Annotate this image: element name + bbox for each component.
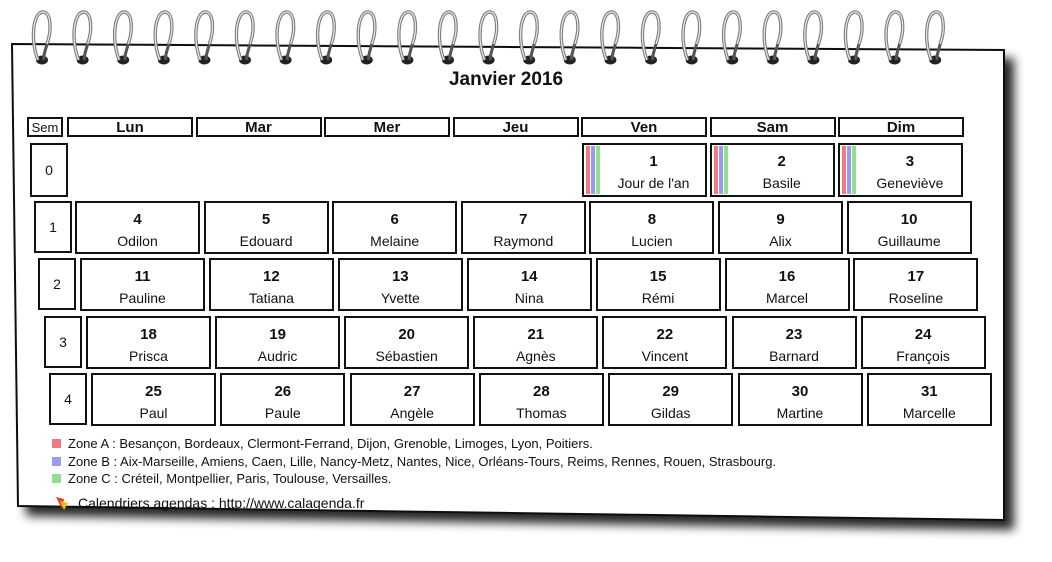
saint-name: Odilon [117,233,158,249]
saint-name: Barnard [769,348,819,364]
saint-name: Martine [776,405,824,421]
week-number: 3 [44,316,82,368]
saint-name: Raymond [493,233,554,249]
holiday-zone-stripe [714,146,718,194]
day-number: 5 [261,211,271,228]
day-header-dim: Dim [838,117,964,137]
binding-ring [439,12,456,65]
day-cell[interactable] [332,201,457,254]
day-cell[interactable] [220,373,345,426]
saint-name: Marcelle [902,405,956,421]
day-number: 21 [527,326,545,343]
calagenda-logo-icon [54,495,70,511]
day-number: 15 [649,268,667,285]
week-number: 4 [49,373,87,425]
day-cell[interactable] [344,316,469,369]
day-header-sam: Sam [710,117,836,137]
day-number: 30 [791,383,809,400]
binding-ring [845,12,862,65]
binding-ring [236,12,253,65]
day-number: 14 [520,268,538,285]
day-number: 3 [905,153,915,170]
legend-zone-a [52,436,593,451]
holiday-zone-stripe [847,146,851,194]
holiday-zone-stripe [842,146,846,194]
day-cell[interactable] [338,258,463,311]
day-number: 24 [914,326,932,343]
week-number: 0 [30,143,68,197]
day-cell[interactable] [718,201,843,254]
day-header-mar: Mar [196,117,322,137]
saint-name: Paul [139,405,168,421]
saint-name: Yvette [380,290,420,306]
binding-ring [318,12,335,65]
day-number: 18 [140,326,157,343]
saint-name: Marcel [765,290,808,306]
holiday-zone-stripe [852,146,856,194]
saint-name: Nina [514,290,544,306]
binding-ring [155,12,172,65]
saint-name: Audric [257,348,298,364]
day-cell[interactable] [461,201,586,254]
legend-text: Zone B : Aix-Marseille, Amiens, Caen, Lille, Nancy-Metz, Nantes, Nice, Orléans-Tours, Reims, Rennes, Rouen, Strasbourg. [68,454,777,469]
saint-name: Alix [769,233,792,249]
saint-name: Angèle [390,405,434,421]
day-cell[interactable] [479,373,604,426]
day-number: 6 [390,211,399,228]
holiday-zone-stripe [596,146,600,194]
binding-ring [764,12,781,65]
saint-name: Sébastien [375,348,438,364]
saint-name: Pauline [119,290,166,306]
footer [54,495,364,511]
legend-zone-c [52,471,391,486]
binding-ring [115,12,132,65]
day-number: 7 [519,211,528,228]
legend-zone-b [52,454,776,469]
day-cell[interactable] [596,258,721,311]
day-number: 13 [391,268,409,285]
binding-ring [683,12,700,65]
binding-ring [33,12,50,65]
day-number: 2 [777,153,786,170]
legend-text: Zone C : Créteil, Montpellier, Paris, Toulouse, Versailles. [68,471,392,486]
day-number: 1 [649,153,658,170]
saint-name: Gildas [650,405,691,421]
binding-ring [561,12,578,65]
week-number: 2 [38,258,76,310]
day-cell[interactable] [75,201,200,254]
day-cell[interactable] [867,373,992,426]
day-cell[interactable] [608,373,733,426]
week-header: Sem [27,117,63,137]
day-number: 12 [263,268,280,285]
day-cell[interactable] [589,201,714,254]
day-number: 8 [647,211,657,228]
saint-name: Paule [264,405,301,421]
week-number: 1 [34,201,72,253]
day-header-lun: Lun [67,117,193,137]
saint-name: Jour de l'an [617,175,690,191]
binding-ring [521,12,538,65]
day-cell[interactable] [467,258,592,311]
school-holiday-stripes [586,146,600,194]
binding-ring [74,12,91,65]
saint-name: Roseline [888,290,944,306]
binding-ring [642,12,659,65]
school-holiday-stripes [842,146,856,194]
day-cell[interactable] [204,201,329,254]
binding-ring [196,12,213,65]
day-cell[interactable] [80,258,205,311]
day-cell[interactable] [710,143,835,197]
day-cell[interactable] [215,316,340,369]
day-cell[interactable] [861,316,986,369]
saint-name: Rémi [641,290,675,306]
day-number: 9 [776,211,785,228]
binding-ring [277,12,294,65]
zone-color-swatch [52,457,61,466]
day-number: 20 [398,326,416,343]
saint-name: Vincent [641,348,689,364]
day-number: 28 [533,383,550,400]
day-cell[interactable] [473,316,598,369]
saint-name: François [896,348,950,364]
day-cell[interactable] [582,143,707,197]
day-cell[interactable] [838,143,963,197]
day-cell[interactable] [86,316,211,369]
binding-ring [886,12,903,65]
day-cell[interactable] [725,258,850,311]
zone-color-swatch [52,474,61,483]
saint-name: Basile [762,175,801,191]
day-number: 16 [778,268,796,285]
day-cell[interactable] [853,258,978,311]
day-number: 10 [900,211,918,228]
binding-ring [399,12,416,65]
day-cell[interactable] [91,373,216,426]
spiral-binding [0,0,1052,70]
zone-color-swatch [52,439,61,448]
day-number: 26 [274,383,292,400]
month-title: Janvier 2016 [448,69,564,90]
binding-ring [927,12,944,65]
day-number: 23 [785,326,803,343]
day-number: 4 [133,211,142,228]
day-number: 19 [269,326,286,343]
saint-name: Melaine [370,233,420,249]
day-header-mer: Mer [324,117,450,137]
saint-name: Lucien [631,233,673,249]
legend-text: Zone A : Besançon, Bordeaux, Clermont-Ferrand, Dijon, Grenoble, Limoges, Lyon, Poitiers. [68,436,593,451]
holiday-zone-stripe [591,146,595,194]
saint-name: Geneviève [876,175,944,191]
day-cell[interactable] [209,258,334,311]
day-number: 31 [920,383,938,400]
day-number: 11 [134,268,151,285]
day-cell[interactable] [350,373,475,426]
day-cell[interactable] [738,373,863,426]
saint-name: Thomas [516,405,567,421]
day-cell[interactable] [732,316,857,369]
holiday-zone-stripe [586,146,590,194]
saint-name: Agnès [515,348,556,364]
day-number: 27 [403,383,421,400]
holiday-zone-stripe [724,146,728,194]
binding-ring [805,12,822,65]
day-header-jeu: Jeu [453,117,579,137]
binding-ring [602,12,619,65]
day-number: 17 [907,268,925,285]
saint-name: Guillaume [877,233,941,249]
footer-text[interactable]: Calendriers agendas : http://www.calagenda.fr [78,495,365,511]
binding-ring [358,12,375,65]
day-cell[interactable] [847,201,972,254]
binding-ring [724,12,741,65]
school-holiday-stripes [714,146,728,194]
day-number: 22 [656,326,674,343]
day-number: 29 [662,383,680,400]
day-header-ven: Ven [581,117,707,137]
saint-name: Tatiana [248,290,294,306]
binding-ring [480,12,497,65]
day-cell[interactable] [602,316,727,369]
saint-name: Prisca [129,348,168,364]
day-number: 25 [145,383,162,400]
holiday-zone-stripe [719,146,723,194]
saint-name: Edouard [239,233,293,249]
